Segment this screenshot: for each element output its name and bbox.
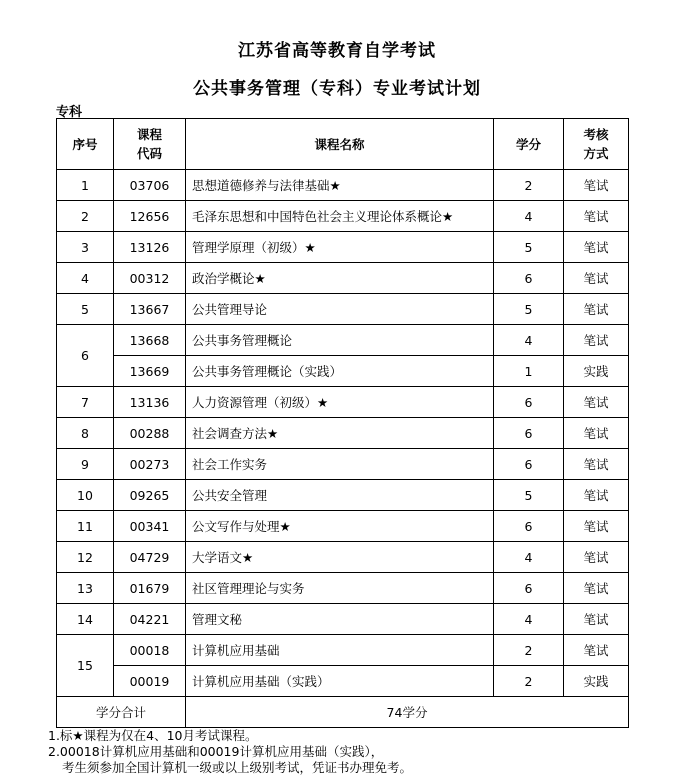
cell-code: 00273 <box>114 449 186 480</box>
table-row <box>57 635 629 666</box>
cell-code: 09265 <box>114 480 186 511</box>
table-row <box>57 263 629 294</box>
table-row <box>57 170 629 201</box>
cell-name: 人力资源管理（初级）★ <box>186 387 494 418</box>
cell-credit: 6 <box>494 263 564 294</box>
cell-name: 公共事务管理概论 <box>186 325 494 356</box>
table-row <box>57 201 629 232</box>
cell-code: 13126 <box>114 232 186 263</box>
cell-name: 毛泽东思想和中国特色社会主义理论体系概论★ <box>186 201 494 232</box>
cell-credit: 2 <box>494 635 564 666</box>
cell-exam: 实践 <box>564 666 629 697</box>
header-code-line1: 课程 <box>136 127 162 142</box>
cell-credit: 6 <box>494 511 564 542</box>
cell-exam: 笔试 <box>564 573 629 604</box>
cell-exam: 笔试 <box>564 170 629 201</box>
cell-exam: 笔试 <box>564 511 629 542</box>
table-row <box>57 666 629 697</box>
cell-exam: 笔试 <box>564 480 629 511</box>
document-subtitle: 公共事务管理（专科）专业考试计划 <box>193 79 481 99</box>
cell-seq: 1 <box>57 170 114 201</box>
cell-name: 管理学原理（初级）★ <box>186 232 494 263</box>
cell-exam: 笔试 <box>564 201 629 232</box>
cell-name: 社会调查方法★ <box>186 418 494 449</box>
cell-code: 00288 <box>114 418 186 449</box>
cell-credit: 4 <box>494 542 564 573</box>
cell-name: 管理文秘 <box>186 604 494 635</box>
table-row <box>57 294 629 325</box>
cell-seq: 12 <box>57 542 114 573</box>
cell-name: 计算机应用基础（实践） <box>186 666 494 697</box>
cell-code: 13669 <box>114 356 186 387</box>
cell-code: 13668 <box>114 325 186 356</box>
cell-name: 思想道德修养与法律基础★ <box>186 170 494 201</box>
cell-code: 00019 <box>114 666 186 697</box>
cell-seq: 5 <box>57 294 114 325</box>
cell-credit: 2 <box>494 666 564 697</box>
header-code <box>114 119 186 170</box>
cell-credit: 5 <box>494 232 564 263</box>
document-title: 江苏省高等教育自学考试 <box>238 41 436 61</box>
table-header-row <box>57 119 629 170</box>
footnotes <box>48 728 412 776</box>
cell-credit: 5 <box>494 480 564 511</box>
table-row <box>57 542 629 573</box>
cell-seq: 7 <box>57 387 114 418</box>
cell-exam: 笔试 <box>564 418 629 449</box>
cell-code: 00312 <box>114 263 186 294</box>
cell-name: 社会工作实务 <box>186 449 494 480</box>
footnote-2: 2.00018计算机应用基础和00019计算机应用基础（实践）， <box>48 744 384 759</box>
cell-exam: 笔试 <box>564 387 629 418</box>
cell-name: 公文写作与处理★ <box>186 511 494 542</box>
cell-name: 政治学概论★ <box>186 263 494 294</box>
cell-credit: 4 <box>494 325 564 356</box>
cell-seq: 8 <box>57 418 114 449</box>
cell-exam: 笔试 <box>564 542 629 573</box>
cell-seq: 4 <box>57 263 114 294</box>
cell-seq: 9 <box>57 449 114 480</box>
cell-seq: 14 <box>57 604 114 635</box>
cell-exam: 笔试 <box>564 325 629 356</box>
cell-exam: 笔试 <box>564 232 629 263</box>
header-name: 课程名称 <box>186 119 494 170</box>
cell-code: 12656 <box>114 201 186 232</box>
cell-seq: 15 <box>57 635 114 697</box>
header-exam-line2: 方式 <box>583 146 609 161</box>
total-value: 74学分 <box>186 697 629 728</box>
header-exam-line1: 考核 <box>583 127 609 142</box>
cell-credit: 5 <box>494 294 564 325</box>
table-row <box>57 387 629 418</box>
table-row <box>57 232 629 263</box>
cell-credit: 6 <box>494 387 564 418</box>
cell-name: 公共事务管理概论（实践） <box>186 356 494 387</box>
cell-credit: 6 <box>494 418 564 449</box>
exam-plan-table <box>56 118 629 728</box>
table-row <box>57 573 629 604</box>
cell-code: 04729 <box>114 542 186 573</box>
table-row <box>57 604 629 635</box>
cell-seq: 11 <box>57 511 114 542</box>
cell-code: 13136 <box>114 387 186 418</box>
table-row <box>57 511 629 542</box>
cell-seq: 2 <box>57 201 114 232</box>
cell-credit: 6 <box>494 449 564 480</box>
cell-seq: 10 <box>57 480 114 511</box>
cell-name: 社区管理理论与实务 <box>186 573 494 604</box>
cell-credit: 4 <box>494 604 564 635</box>
cell-code: 00341 <box>114 511 186 542</box>
cell-code: 04221 <box>114 604 186 635</box>
cell-exam: 笔试 <box>564 294 629 325</box>
cell-code: 03706 <box>114 170 186 201</box>
header-code-line2: 代码 <box>136 146 162 161</box>
cell-code: 13667 <box>114 294 186 325</box>
table-row <box>57 356 629 387</box>
header-exam <box>564 119 629 170</box>
footnote-2-continued: 考生须参加全国计算机一级或以上级别考试，凭证书办理免考。 <box>62 760 413 775</box>
cell-seq: 13 <box>57 573 114 604</box>
table-row <box>57 480 629 511</box>
cell-name: 大学语文★ <box>186 542 494 573</box>
cell-seq: 3 <box>57 232 114 263</box>
total-label: 学分合计 <box>57 697 186 728</box>
cell-credit: 4 <box>494 201 564 232</box>
cell-code: 00018 <box>114 635 186 666</box>
total-row <box>57 697 629 728</box>
cell-code: 01679 <box>114 573 186 604</box>
cell-credit: 1 <box>494 356 564 387</box>
footnote-1: 1.标★课程为仅在4、10月考试课程。 <box>48 728 258 743</box>
cell-name: 公共管理导论 <box>186 294 494 325</box>
cell-exam: 笔试 <box>564 263 629 294</box>
table-row <box>57 418 629 449</box>
cell-exam: 笔试 <box>564 604 629 635</box>
table-row <box>57 325 629 356</box>
cell-exam: 笔试 <box>564 449 629 480</box>
header-credit: 学分 <box>494 119 564 170</box>
cell-exam: 笔试 <box>564 635 629 666</box>
cell-exam: 实践 <box>564 356 629 387</box>
table-row <box>57 449 629 480</box>
cell-credit: 2 <box>494 170 564 201</box>
cell-credit: 6 <box>494 573 564 604</box>
header-seq: 序号 <box>57 119 114 170</box>
cell-name: 公共安全管理 <box>186 480 494 511</box>
cell-name: 计算机应用基础 <box>186 635 494 666</box>
section-label: 专科 <box>56 105 83 120</box>
cell-seq: 6 <box>57 325 114 387</box>
